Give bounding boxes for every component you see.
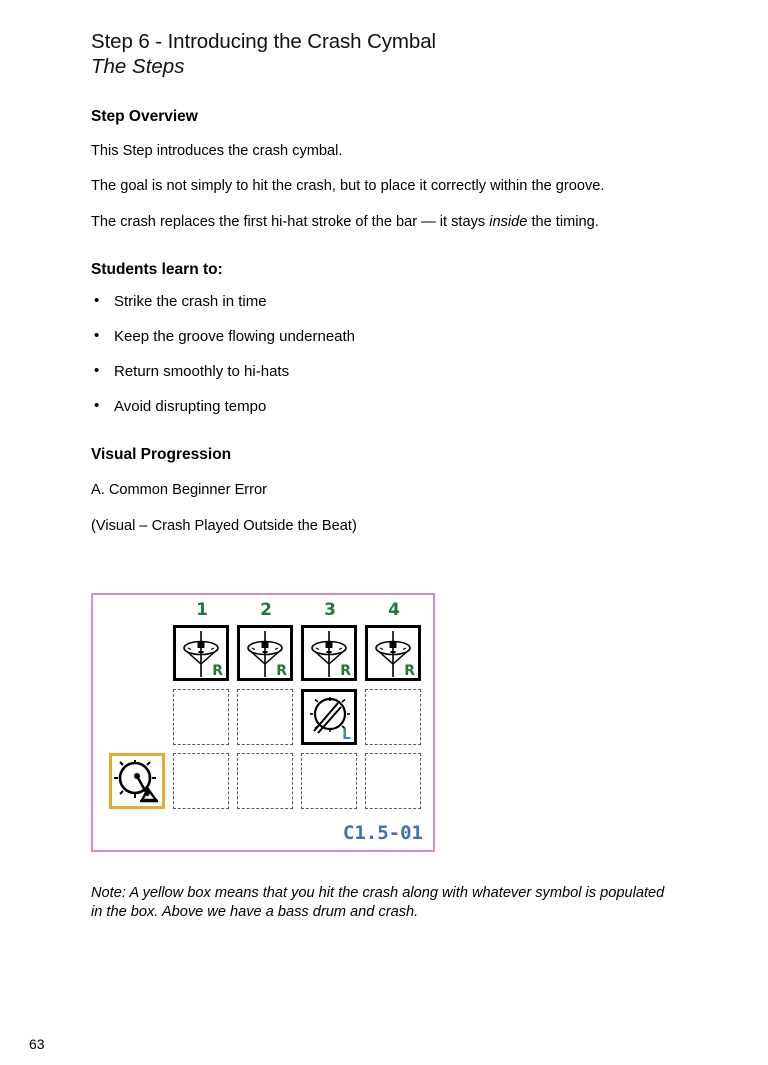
- overview-paragraph-1: This Step introduces the crash cymbal.: [91, 142, 343, 159]
- overview-paragraph-3-emphasis: inside: [489, 213, 528, 230]
- visual-caption: (Visual – Crash Played Outside the Beat): [91, 517, 357, 534]
- notation-cell-snare-beat-1[interactable]: [173, 689, 229, 745]
- beat-number-4: 4: [388, 600, 400, 620]
- hand-label: L: [342, 727, 351, 743]
- notation-cell-snare-beat-4[interactable]: [365, 689, 421, 745]
- visual-label-a: A. Common Beginner Error: [91, 482, 268, 499]
- hand-label: R: [404, 663, 415, 679]
- overview-paragraph-3-after: the timing.: [527, 213, 599, 230]
- hand-label: R: [340, 663, 351, 679]
- page-number: 63: [29, 1036, 45, 1052]
- beat-number-1: 1: [196, 600, 208, 620]
- notation-cell-snare-beat-3[interactable]: [301, 689, 357, 745]
- notation-cell-hihat-beat-3[interactable]: [301, 625, 357, 681]
- page-subtitle: The Steps: [91, 55, 185, 79]
- list-item: • Avoid disrupting tempo: [91, 398, 691, 416]
- page-content: [91, 30, 691, 535]
- list-item: • Keep the groove flowing underneath: [91, 328, 691, 346]
- notation-cell-bassdrum-offbeat[interactable]: [109, 753, 165, 809]
- notation-cell-bassdrum-beat-2[interactable]: [237, 753, 293, 809]
- notation-code-label: C1.5-01: [342, 822, 423, 844]
- notation-grid: [93, 595, 433, 850]
- bassdrum-icon: [112, 756, 162, 806]
- beat-number-row: [109, 600, 419, 622]
- overview-paragraph-3-before: The crash replaces the first hi-hat stroke of the bar — it stays: [91, 213, 490, 230]
- section-heading-visual-progression: Visual Progression: [91, 446, 232, 464]
- list-item: • Strike the crash in time: [91, 293, 691, 311]
- section-heading-students-learn: Students learn to:: [91, 261, 223, 279]
- notation-cell-snare-beat-2[interactable]: [237, 689, 293, 745]
- beat-number-3: 3: [324, 600, 336, 620]
- notation-diagram: [91, 593, 435, 852]
- overview-paragraph-3: [91, 213, 683, 232]
- section-heading-step-overview: Step Overview: [91, 107, 198, 125]
- hand-label: R: [276, 663, 287, 679]
- notation-cell-bassdrum-beat-4[interactable]: [365, 753, 421, 809]
- notation-cell-hihat-beat-4[interactable]: [365, 625, 421, 681]
- diagram-note: Note: A yellow box means that you hit the crash along with whatever symbol is populated in the box. Above we have a bass drum and crash.: [91, 885, 665, 920]
- overview-paragraph-2: The goal is not simply to hit the crash, but to place it correctly within the groove.: [91, 178, 605, 195]
- beat-number-2: 2: [260, 600, 272, 620]
- hand-label: R: [212, 663, 223, 679]
- notation-cell-bassdrum-beat-1[interactable]: [173, 753, 229, 809]
- list-item: • Return smoothly to hi-hats: [91, 363, 691, 381]
- notation-cell-hihat-beat-1[interactable]: [173, 625, 229, 681]
- page-title: Step 6 - Introducing the Crash Cymbal: [91, 30, 436, 53]
- students-learn-list: [91, 293, 691, 416]
- notation-cell-hihat-beat-2[interactable]: [237, 625, 293, 681]
- notation-cell-bassdrum-beat-3[interactable]: [301, 753, 357, 809]
